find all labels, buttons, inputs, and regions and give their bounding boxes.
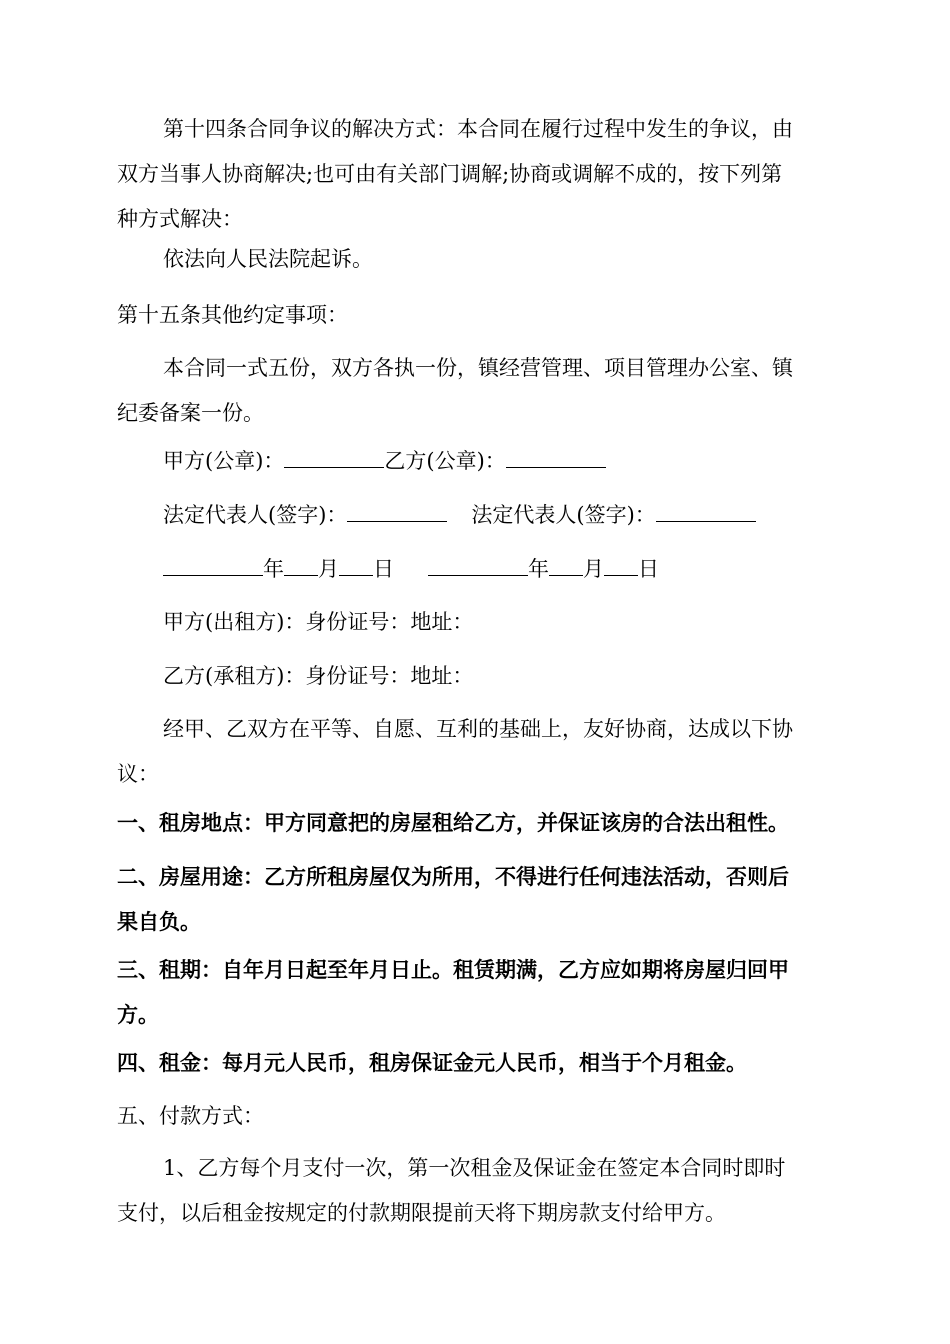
party-b-seal-label: 乙方(公章)： [384,449,506,473]
party-a-rep-label: 法定代表人(签字)： [163,503,348,527]
text-line: 双方当事人协商解决;也可由有关部门调解;协商或调解不成的，按下列第 [117,162,783,186]
lessor-line: 甲方(出租方)：身份证号：地址： [163,610,474,634]
party-a-seal-label: 甲方(公章)： [163,449,285,473]
party-b-seal-blank [506,449,606,468]
text-line: 果自负。 [117,910,201,934]
lessee-line: 乙方(承租方)：身份证号：地址： [163,664,474,688]
payment-paragraph [117,1146,833,1236]
day-blank [604,557,638,576]
text-line: 1、乙方每个月支付一次，第一次租金及保证金在签定本合同时即时 [163,1156,786,1180]
article-15-heading: 第十五条其他约定事项： [117,303,348,327]
party-a-seal-blank [284,449,384,468]
clause-5: 五、付款方式： [117,1104,264,1128]
year-label: 年 [263,557,284,581]
party-b-rep-blank [656,503,756,522]
clause-2 [117,855,833,945]
year-blank [428,557,528,576]
party-b-rep-label: 法定代表人(签字)： [471,503,656,527]
text-line: 种方式解决： [117,207,243,231]
party-a-rep-blank [347,503,447,522]
text-line: 议： [117,762,159,786]
month-label: 月 [583,557,604,581]
lawsuit-paragraph: 依法向人民法院起诉。 [163,247,373,271]
clause-3 [117,948,833,1038]
month-label: 月 [318,557,339,581]
date-line [117,547,833,592]
text-line: 本合同一式五份，双方各执一份，镇经营管理、项目管理办公室、镇 [163,356,793,380]
text-line: 三、租期：自年月日起至年月日止。租赁期满，乙方应如期将房屋归回甲 [117,958,789,982]
clause-4: 四、租金：每月元人民币，租房保证金元人民币，相当于个月租金。 [117,1051,747,1075]
text-line: 方。 [117,1003,159,1027]
copies-paragraph [117,346,833,436]
month-blank [284,557,318,576]
year-label: 年 [528,557,549,581]
text-line: 第十四条合同争议的解决方式：本合同在履行过程中发生的争议，由 [163,117,793,141]
representative-line [117,493,833,538]
agreement-paragraph [117,707,833,797]
month-blank [549,557,583,576]
text-line: 纪委备案一份。 [117,401,264,425]
article-14-paragraph [117,107,833,242]
day-label: 日 [373,557,394,581]
day-blank [339,557,373,576]
day-label: 日 [638,557,659,581]
seal-line [117,439,833,484]
text-line: 经甲、乙双方在平等、自愿、互利的基础上，友好协商，达成以下协 [163,717,793,741]
text-line: 二、房屋用途：乙方所租房屋仅为所用，不得进行任何违法活动，否则后 [117,865,789,889]
text-line: 支付，以后租金按规定的付款期限提前天将下期房款支付给甲方。 [117,1201,726,1225]
year-blank [163,557,263,576]
clause-1: 一、租房地点：甲方同意把的房屋租给乙方，并保证该房的合法出租性。 [117,811,789,835]
